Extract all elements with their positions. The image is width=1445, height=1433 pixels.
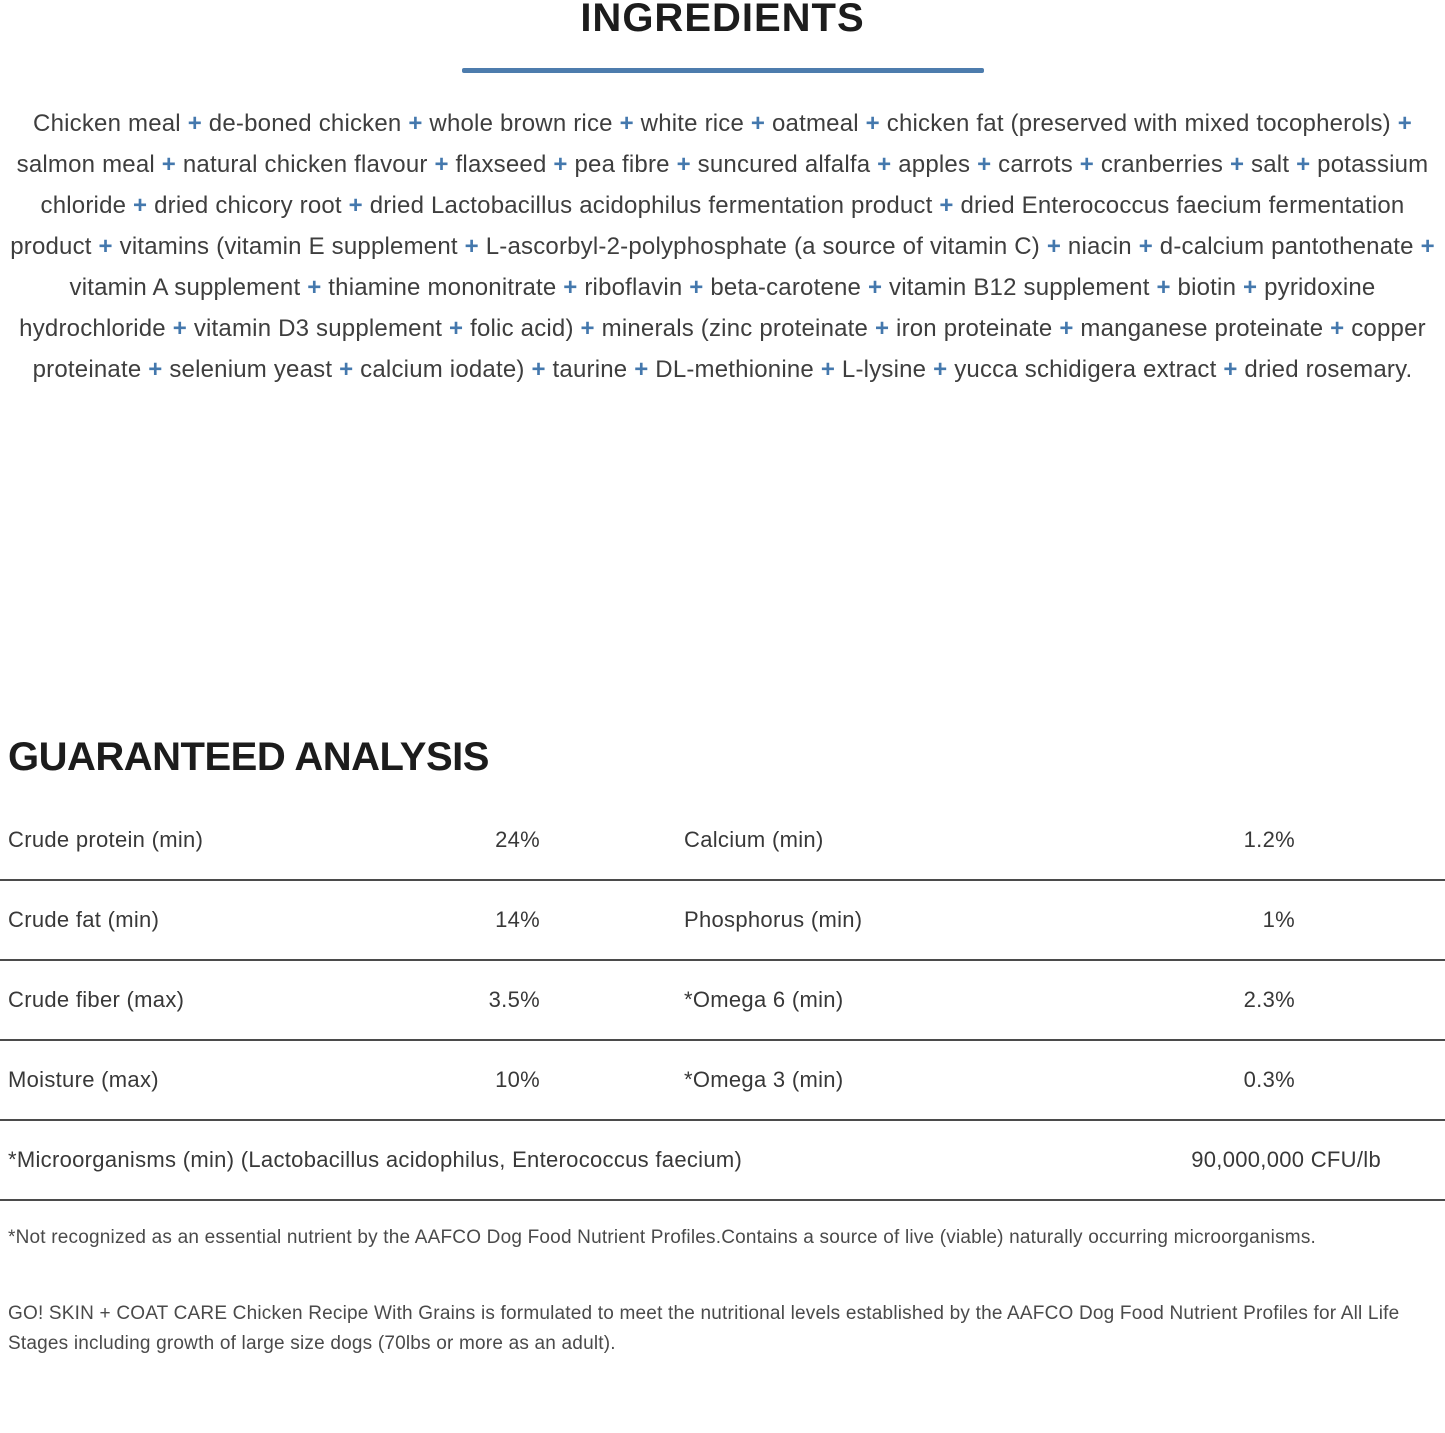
plus-separator: +	[563, 274, 578, 301]
ingredients-underline-rule	[462, 68, 984, 73]
table-row-microorganisms	[0, 1121, 1445, 1201]
plus-separator: +	[676, 151, 691, 178]
plus-separator: +	[1242, 274, 1258, 301]
nutrient-value: 1.2%	[1243, 827, 1295, 852]
plus-separator: +	[531, 356, 546, 383]
plus-separator: +	[133, 192, 148, 219]
plus-separator: +	[820, 356, 836, 383]
plus-separator: +	[1330, 315, 1345, 342]
nutrient-label: Crude fiber (max)	[8, 987, 185, 1012]
plus-separator: +	[1138, 233, 1153, 260]
nutrient-value: 90,000,000 CFU/lb	[1191, 1147, 1381, 1172]
plus-separator: +	[1079, 151, 1094, 178]
ingredients-text: Chicken meal + de-boned chicken + whole brown rice + white rice + oatmeal + chicken fat (preserved with mixed tocopherols) + salmon meal + natural chicken flavour + flaxseed + pea fibre + suncured alfalfa + apples + carrots + cranberries + salt + potassium chloride + dried chicory root + dried Lactobacillus acidophilus fermentation product + dried Enterococcus faecium fermentation product + vitamins (vitamin E supplement + L-ascorbyl-2-polyphosphate (a source of vitamin C) + niacin + d-calcium pantothenate + vitamin A supplement + thiamine mononitrate + riboflavin + beta-carotene + vitamin B12 supplement + biotin + pyridoxine hydrochloride + vitamin D3 supplement + folic acid) + minerals (zinc proteinate + iron proteinate + manganese proteinate + copper proteinate + selenium yeast + calcium iodate) + taurine + DL-methionine + L-lysine + yucca schidigera extract + dried rosemary.	[10, 110, 1435, 383]
nutrient-value: 14%	[495, 907, 540, 932]
nutrient-value: 2.3%	[1243, 987, 1295, 1012]
plus-separator: +	[874, 315, 890, 342]
nutrient-label: Crude fat (min)	[8, 907, 160, 932]
formulation-statement: GO! SKIN + COAT CARE Chicken Recipe With Grains is formulated to meet the nutritional levels established by the AAFCO Dog Food Nutrient Profiles for All Life Stages including growth of large size dogs (70lbs or more as an adult).	[8, 1303, 1400, 1354]
plus-separator: +	[689, 274, 704, 301]
plus-separator: +	[580, 315, 595, 342]
plus-separator: +	[148, 356, 163, 383]
plus-separator: +	[1156, 274, 1171, 301]
plus-separator: +	[98, 233, 113, 260]
plus-separator: +	[750, 110, 766, 137]
plus-separator: +	[348, 192, 363, 219]
plus-separator: +	[449, 315, 464, 342]
nutrient-value: 10%	[495, 1067, 540, 1092]
plus-separator: +	[634, 356, 649, 383]
plus-separator: +	[933, 356, 948, 383]
plus-separator: +	[1229, 151, 1245, 178]
plus-separator: +	[307, 274, 322, 301]
table-row	[0, 961, 1445, 1041]
plus-separator: +	[1059, 315, 1074, 342]
plus-separator: +	[939, 192, 954, 219]
plus-separator: +	[867, 274, 883, 301]
plus-separator: +	[553, 151, 568, 178]
nutrient-label: *Omega 3 (min)	[684, 1067, 844, 1092]
nutrient-label: Crude protein (min)	[8, 827, 204, 852]
table-row	[0, 1041, 1445, 1121]
plus-separator: +	[619, 110, 634, 137]
nutrient-label: *Microorganisms (min) (Lactobacillus acidophilus, Enterococcus faecium)	[8, 1147, 743, 1172]
nutrient-value: 3.5%	[488, 987, 540, 1012]
guaranteed-analysis-table	[0, 801, 1445, 1201]
plus-separator: +	[434, 151, 449, 178]
nutrient-label: Calcium (min)	[684, 827, 824, 852]
plus-separator: +	[977, 151, 992, 178]
plus-separator: +	[172, 315, 187, 342]
plus-separator: +	[187, 110, 202, 137]
plus-separator: +	[161, 151, 176, 178]
plus-separator: +	[408, 110, 423, 137]
plus-separator: +	[339, 356, 354, 383]
plus-separator: +	[1397, 110, 1412, 137]
plus-separator: +	[1046, 233, 1062, 260]
nutrient-value: 1%	[1262, 907, 1295, 932]
aafco-footnote: *Not recognized as an essential nutrient by the AAFCO Dog Food Nutrient Profiles.Contains a source of live (viable) naturally occurring microorganisms.	[8, 1227, 1317, 1248]
nutrient-label: Moisture (max)	[8, 1067, 159, 1092]
nutrient-label: *Omega 6 (min)	[684, 987, 844, 1012]
nutrient-label: Phosphorus (min)	[684, 907, 863, 932]
plus-separator: +	[464, 233, 479, 260]
nutrient-value: 24%	[495, 827, 540, 852]
table-row	[0, 801, 1445, 881]
plus-separator: +	[1296, 151, 1311, 178]
plus-separator: +	[1223, 356, 1238, 383]
table-row	[0, 881, 1445, 961]
ingredients-title: INGREDIENTS	[580, 0, 865, 40]
plus-separator: +	[865, 110, 880, 137]
plus-separator: +	[1420, 233, 1435, 260]
guaranteed-analysis-title: GUARANTEED ANALYSIS	[8, 735, 489, 779]
nutrient-value: 0.3%	[1243, 1067, 1295, 1092]
plus-separator: +	[877, 151, 892, 178]
